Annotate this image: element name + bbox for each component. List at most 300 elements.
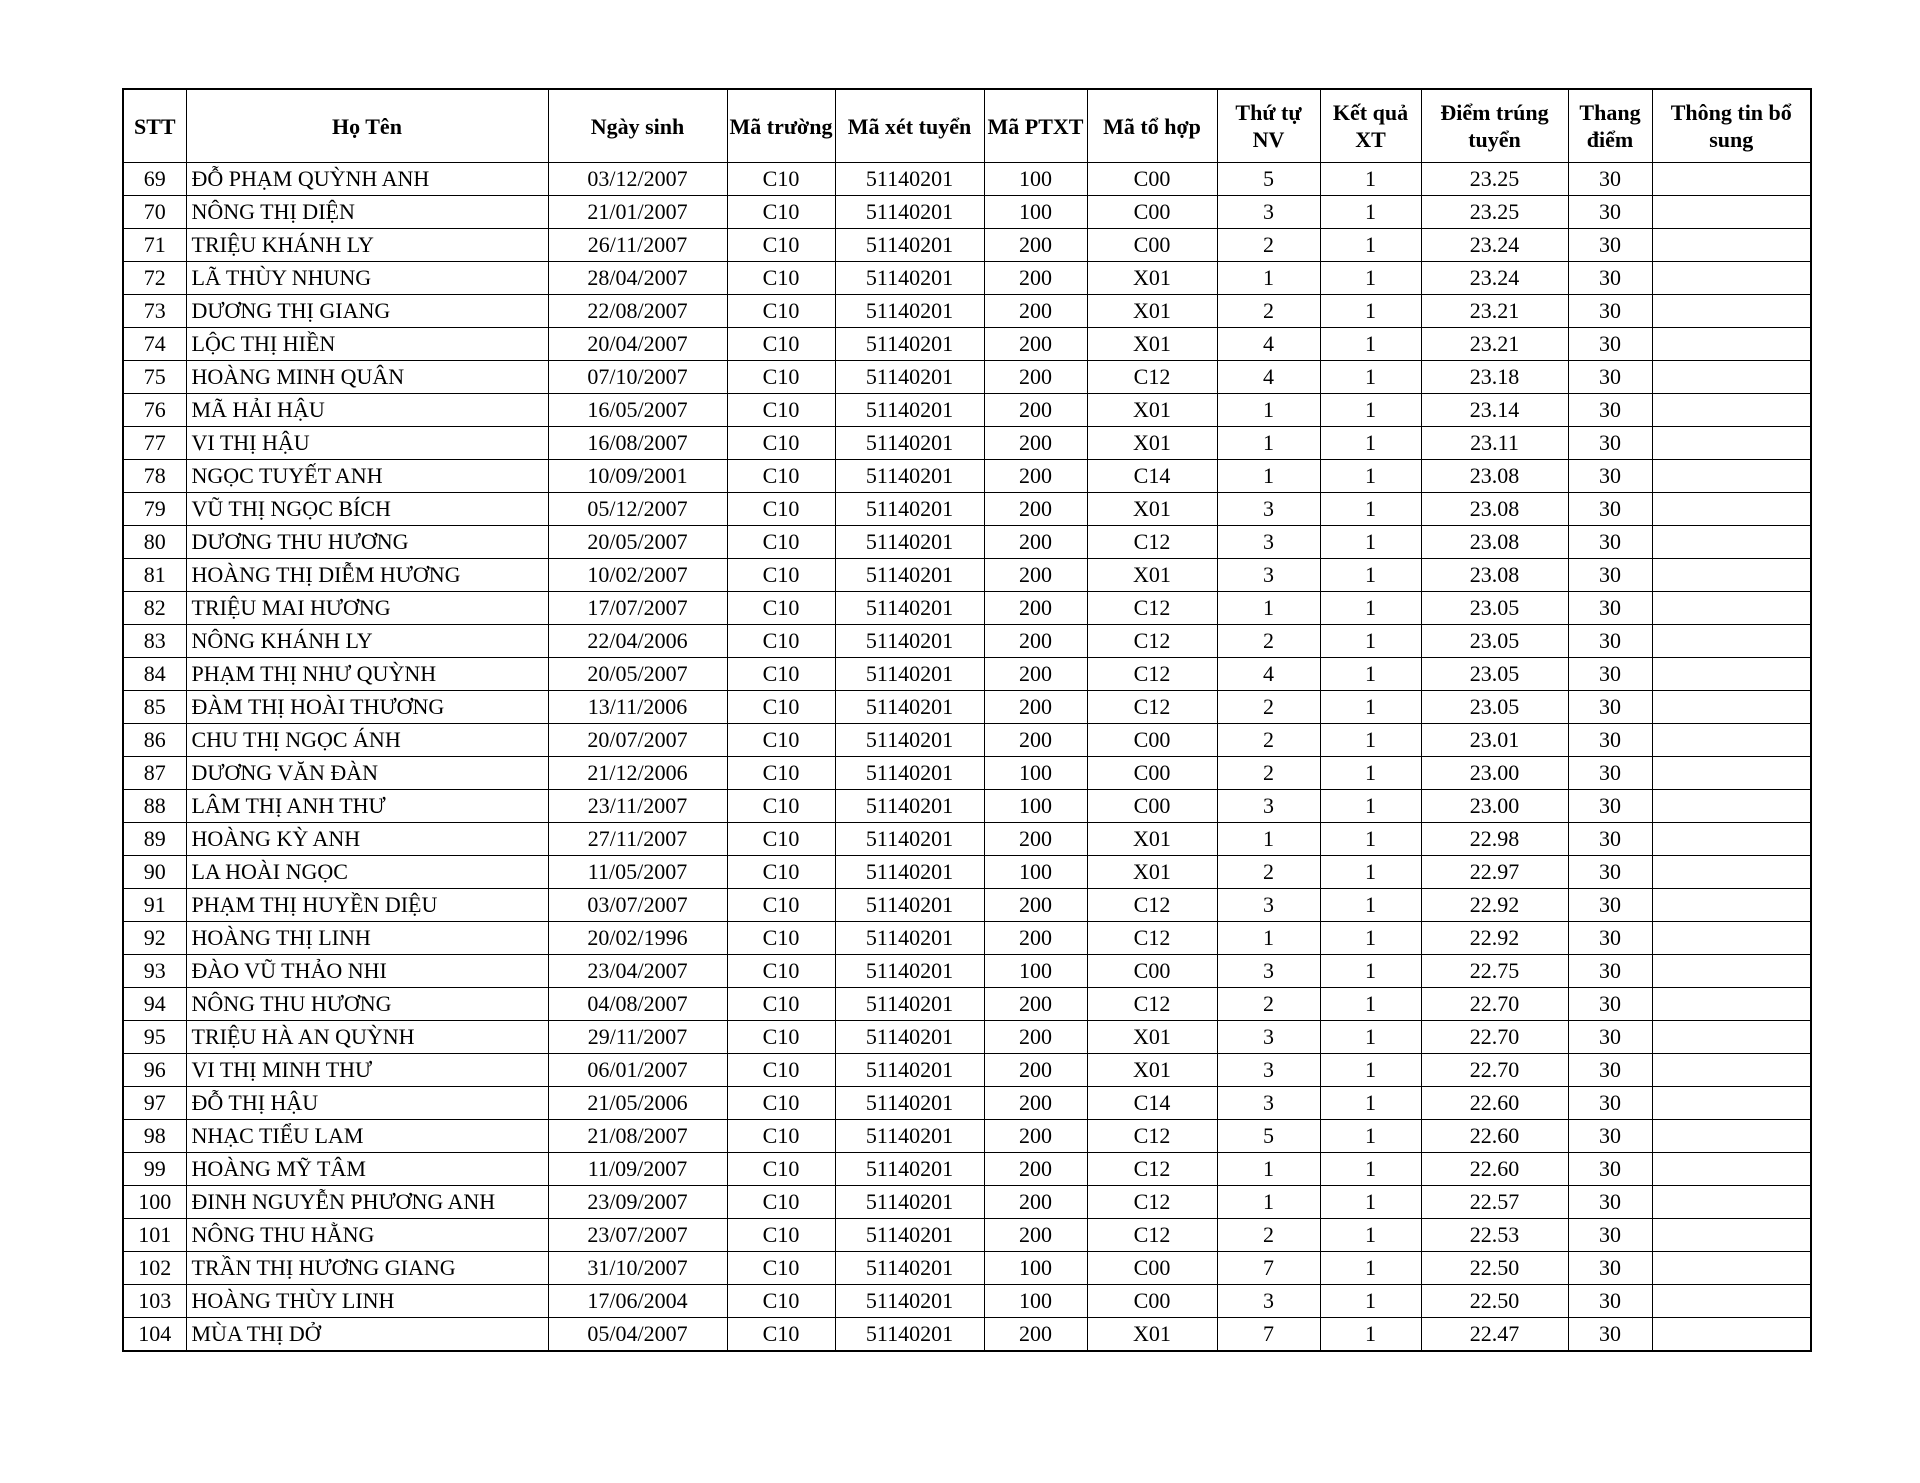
cell-score: 23.00 — [1421, 757, 1568, 790]
cell-note — [1652, 1252, 1811, 1285]
cell-school: C10 — [727, 856, 835, 889]
cell-school: C10 — [727, 592, 835, 625]
cell-result: 1 — [1320, 1318, 1421, 1352]
cell-note — [1652, 1120, 1811, 1153]
table-row — [123, 460, 1811, 493]
column-header-code: Mã xét tuyển — [835, 89, 984, 163]
cell-ptxt: 200 — [984, 493, 1087, 526]
cell-nv: 3 — [1217, 889, 1320, 922]
cell-combo: C00 — [1087, 955, 1217, 988]
column-header-score: Điểm trúng tuyển — [1421, 89, 1568, 163]
table-row — [123, 163, 1811, 196]
cell-score: 23.05 — [1421, 691, 1568, 724]
cell-code: 51140201 — [835, 163, 984, 196]
table-row — [123, 427, 1811, 460]
cell-scale: 30 — [1568, 1186, 1652, 1219]
cell-score: 23.08 — [1421, 559, 1568, 592]
cell-stt: 85 — [123, 691, 186, 724]
cell-result: 1 — [1320, 691, 1421, 724]
cell-nv: 2 — [1217, 625, 1320, 658]
cell-result: 1 — [1320, 955, 1421, 988]
table-row — [123, 1285, 1811, 1318]
cell-school: C10 — [727, 625, 835, 658]
table-row — [123, 988, 1811, 1021]
cell-name: PHẠM THỊ HUYỀN DIỆU — [186, 889, 548, 922]
cell-scale: 30 — [1568, 790, 1652, 823]
table-row — [123, 394, 1811, 427]
cell-score: 23.18 — [1421, 361, 1568, 394]
cell-combo: X01 — [1087, 1054, 1217, 1087]
cell-score: 22.97 — [1421, 856, 1568, 889]
cell-combo: C00 — [1087, 724, 1217, 757]
cell-code: 51140201 — [835, 658, 984, 691]
cell-stt: 75 — [123, 361, 186, 394]
cell-name: NÔNG KHÁNH LY — [186, 625, 548, 658]
cell-scale: 30 — [1568, 724, 1652, 757]
cell-scale: 30 — [1568, 988, 1652, 1021]
admission-results-table — [122, 88, 1812, 1352]
cell-stt: 77 — [123, 427, 186, 460]
cell-ptxt: 200 — [984, 1186, 1087, 1219]
cell-score: 23.08 — [1421, 493, 1568, 526]
cell-ptxt: 200 — [984, 262, 1087, 295]
cell-code: 51140201 — [835, 691, 984, 724]
cell-nv: 3 — [1217, 196, 1320, 229]
cell-dob: 03/12/2007 — [548, 163, 727, 196]
cell-scale: 30 — [1568, 592, 1652, 625]
cell-nv: 1 — [1217, 427, 1320, 460]
cell-school: C10 — [727, 163, 835, 196]
cell-name: MÙA THỊ DỞ — [186, 1318, 548, 1352]
cell-ptxt: 200 — [984, 823, 1087, 856]
cell-school: C10 — [727, 394, 835, 427]
cell-stt: 83 — [123, 625, 186, 658]
cell-scale: 30 — [1568, 1252, 1652, 1285]
table-row — [123, 196, 1811, 229]
cell-combo: C12 — [1087, 889, 1217, 922]
cell-ptxt: 200 — [984, 427, 1087, 460]
cell-combo: X01 — [1087, 1318, 1217, 1352]
cell-name: HOÀNG KỲ ANH — [186, 823, 548, 856]
cell-note — [1652, 328, 1811, 361]
cell-dob: 16/08/2007 — [548, 427, 727, 460]
cell-school: C10 — [727, 361, 835, 394]
table-row — [123, 1054, 1811, 1087]
cell-code: 51140201 — [835, 757, 984, 790]
cell-dob: 05/12/2007 — [548, 493, 727, 526]
cell-ptxt: 200 — [984, 922, 1087, 955]
cell-ptxt: 100 — [984, 790, 1087, 823]
cell-stt: 72 — [123, 262, 186, 295]
cell-name: DƯƠNG THỊ GIANG — [186, 295, 548, 328]
cell-result: 1 — [1320, 526, 1421, 559]
cell-dob: 28/04/2007 — [548, 262, 727, 295]
cell-school: C10 — [727, 1252, 835, 1285]
cell-name: ĐÀO VŨ THẢO NHI — [186, 955, 548, 988]
cell-stt: 97 — [123, 1087, 186, 1120]
cell-ptxt: 200 — [984, 229, 1087, 262]
cell-result: 1 — [1320, 1153, 1421, 1186]
cell-result: 1 — [1320, 790, 1421, 823]
cell-ptxt: 100 — [984, 163, 1087, 196]
cell-result: 1 — [1320, 889, 1421, 922]
cell-result: 1 — [1320, 1087, 1421, 1120]
cell-dob: 07/10/2007 — [548, 361, 727, 394]
cell-school: C10 — [727, 295, 835, 328]
cell-ptxt: 200 — [984, 460, 1087, 493]
cell-result: 1 — [1320, 1054, 1421, 1087]
cell-stt: 98 — [123, 1120, 186, 1153]
cell-stt: 103 — [123, 1285, 186, 1318]
cell-dob: 20/04/2007 — [548, 328, 727, 361]
cell-scale: 30 — [1568, 856, 1652, 889]
cell-code: 51140201 — [835, 262, 984, 295]
table-row — [123, 823, 1811, 856]
cell-name: LÂM THỊ ANH THƯ — [186, 790, 548, 823]
cell-ptxt: 200 — [984, 1120, 1087, 1153]
cell-score: 23.25 — [1421, 163, 1568, 196]
cell-ptxt: 200 — [984, 394, 1087, 427]
cell-stt: 86 — [123, 724, 186, 757]
table-row — [123, 592, 1811, 625]
cell-stt: 94 — [123, 988, 186, 1021]
cell-name: HOÀNG MINH QUÂN — [186, 361, 548, 394]
cell-note — [1652, 922, 1811, 955]
cell-code: 51140201 — [835, 394, 984, 427]
cell-code: 51140201 — [835, 1285, 984, 1318]
cell-score: 22.53 — [1421, 1219, 1568, 1252]
cell-nv: 3 — [1217, 790, 1320, 823]
cell-dob: 26/11/2007 — [548, 229, 727, 262]
cell-combo: C12 — [1087, 988, 1217, 1021]
table-row — [123, 691, 1811, 724]
cell-nv: 3 — [1217, 493, 1320, 526]
column-header-scale: Thang điểm — [1568, 89, 1652, 163]
cell-stt: 73 — [123, 295, 186, 328]
cell-stt: 104 — [123, 1318, 186, 1352]
cell-stt: 99 — [123, 1153, 186, 1186]
cell-nv: 1 — [1217, 592, 1320, 625]
cell-school: C10 — [727, 724, 835, 757]
cell-nv: 3 — [1217, 955, 1320, 988]
cell-ptxt: 200 — [984, 658, 1087, 691]
cell-note — [1652, 889, 1811, 922]
table-row — [123, 724, 1811, 757]
cell-dob: 21/05/2006 — [548, 1087, 727, 1120]
cell-ptxt: 200 — [984, 1318, 1087, 1352]
cell-note — [1652, 1054, 1811, 1087]
cell-score: 22.70 — [1421, 1054, 1568, 1087]
cell-combo: C12 — [1087, 1219, 1217, 1252]
cell-dob: 17/06/2004 — [548, 1285, 727, 1318]
cell-stt: 87 — [123, 757, 186, 790]
cell-scale: 30 — [1568, 922, 1652, 955]
cell-combo: X01 — [1087, 328, 1217, 361]
cell-name: MÃ HẢI HẬU — [186, 394, 548, 427]
cell-note — [1652, 295, 1811, 328]
cell-combo: X01 — [1087, 493, 1217, 526]
cell-school: C10 — [727, 493, 835, 526]
cell-name: HOÀNG THỊ LINH — [186, 922, 548, 955]
cell-score: 23.11 — [1421, 427, 1568, 460]
cell-note — [1652, 691, 1811, 724]
cell-stt: 88 — [123, 790, 186, 823]
cell-name: ĐỖ PHẠM QUỲNH ANH — [186, 163, 548, 196]
cell-stt: 76 — [123, 394, 186, 427]
cell-result: 1 — [1320, 856, 1421, 889]
cell-code: 51140201 — [835, 196, 984, 229]
cell-scale: 30 — [1568, 1087, 1652, 1120]
cell-ptxt: 200 — [984, 1021, 1087, 1054]
cell-combo: C12 — [1087, 922, 1217, 955]
cell-nv: 5 — [1217, 163, 1320, 196]
cell-score: 22.50 — [1421, 1252, 1568, 1285]
cell-ptxt: 200 — [984, 1219, 1087, 1252]
cell-combo: C12 — [1087, 526, 1217, 559]
cell-name: DƯƠNG VĂN ĐÀN — [186, 757, 548, 790]
cell-combo: C12 — [1087, 1120, 1217, 1153]
table-body — [123, 163, 1811, 1352]
cell-note — [1652, 988, 1811, 1021]
cell-combo: C12 — [1087, 658, 1217, 691]
cell-result: 1 — [1320, 658, 1421, 691]
cell-result: 1 — [1320, 394, 1421, 427]
table-row — [123, 328, 1811, 361]
cell-name: LA HOÀI NGỌC — [186, 856, 548, 889]
cell-note — [1652, 163, 1811, 196]
cell-combo: X01 — [1087, 295, 1217, 328]
cell-stt: 96 — [123, 1054, 186, 1087]
cell-stt: 79 — [123, 493, 186, 526]
cell-ptxt: 200 — [984, 295, 1087, 328]
cell-ptxt: 200 — [984, 724, 1087, 757]
cell-stt: 82 — [123, 592, 186, 625]
cell-school: C10 — [727, 1219, 835, 1252]
cell-result: 1 — [1320, 1252, 1421, 1285]
cell-nv: 4 — [1217, 658, 1320, 691]
table-header-row — [123, 89, 1811, 163]
cell-dob: 27/11/2007 — [548, 823, 727, 856]
table-row — [123, 559, 1811, 592]
cell-combo: C00 — [1087, 1252, 1217, 1285]
cell-ptxt: 100 — [984, 757, 1087, 790]
cell-scale: 30 — [1568, 328, 1652, 361]
cell-nv: 2 — [1217, 724, 1320, 757]
cell-dob: 11/09/2007 — [548, 1153, 727, 1186]
cell-scale: 30 — [1568, 889, 1652, 922]
cell-score: 22.92 — [1421, 922, 1568, 955]
cell-code: 51140201 — [835, 889, 984, 922]
cell-school: C10 — [727, 790, 835, 823]
cell-scale: 30 — [1568, 295, 1652, 328]
cell-result: 1 — [1320, 361, 1421, 394]
cell-school: C10 — [727, 889, 835, 922]
cell-combo: C00 — [1087, 163, 1217, 196]
table-row — [123, 1153, 1811, 1186]
cell-stt: 90 — [123, 856, 186, 889]
cell-result: 1 — [1320, 724, 1421, 757]
cell-code: 51140201 — [835, 427, 984, 460]
cell-ptxt: 200 — [984, 592, 1087, 625]
cell-name: HOÀNG MỸ TÂM — [186, 1153, 548, 1186]
cell-result: 1 — [1320, 757, 1421, 790]
cell-name: DƯƠNG THU HƯƠNG — [186, 526, 548, 559]
cell-code: 51140201 — [835, 1252, 984, 1285]
cell-dob: 10/02/2007 — [548, 559, 727, 592]
cell-name: TRIỆU MAI HƯƠNG — [186, 592, 548, 625]
cell-combo: X01 — [1087, 427, 1217, 460]
cell-result: 1 — [1320, 1219, 1421, 1252]
cell-school: C10 — [727, 1318, 835, 1352]
cell-stt: 92 — [123, 922, 186, 955]
cell-name: ĐÀM THỊ HOÀI THƯƠNG — [186, 691, 548, 724]
table-row — [123, 955, 1811, 988]
cell-name: NÔNG THU HƯƠNG — [186, 988, 548, 1021]
cell-code: 51140201 — [835, 724, 984, 757]
cell-note — [1652, 1153, 1811, 1186]
cell-school: C10 — [727, 1186, 835, 1219]
cell-school: C10 — [727, 460, 835, 493]
cell-ptxt: 200 — [984, 1054, 1087, 1087]
cell-ptxt: 200 — [984, 328, 1087, 361]
cell-scale: 30 — [1568, 163, 1652, 196]
cell-scale: 30 — [1568, 1054, 1652, 1087]
cell-stt: 74 — [123, 328, 186, 361]
table-row — [123, 229, 1811, 262]
cell-nv: 5 — [1217, 1120, 1320, 1153]
cell-scale: 30 — [1568, 229, 1652, 262]
cell-score: 22.60 — [1421, 1120, 1568, 1153]
cell-code: 51140201 — [835, 526, 984, 559]
cell-note — [1652, 262, 1811, 295]
cell-ptxt: 200 — [984, 1087, 1087, 1120]
cell-name: CHU THỊ NGỌC ÁNH — [186, 724, 548, 757]
cell-score: 23.00 — [1421, 790, 1568, 823]
cell-result: 1 — [1320, 262, 1421, 295]
column-header-school: Mã trường — [727, 89, 835, 163]
cell-name: PHẠM THỊ NHƯ QUỲNH — [186, 658, 548, 691]
cell-score: 22.92 — [1421, 889, 1568, 922]
cell-score: 23.21 — [1421, 295, 1568, 328]
cell-result: 1 — [1320, 1186, 1421, 1219]
column-header-stt: STT — [123, 89, 186, 163]
cell-score: 23.08 — [1421, 526, 1568, 559]
cell-nv: 3 — [1217, 1087, 1320, 1120]
cell-name: VI THỊ MINH THƯ — [186, 1054, 548, 1087]
cell-ptxt: 200 — [984, 559, 1087, 592]
cell-result: 1 — [1320, 1021, 1421, 1054]
cell-note — [1652, 229, 1811, 262]
table-row — [123, 889, 1811, 922]
cell-note — [1652, 790, 1811, 823]
table-row — [123, 856, 1811, 889]
column-header-result: Kết quả XT — [1320, 89, 1421, 163]
cell-note — [1652, 955, 1811, 988]
cell-dob: 23/11/2007 — [548, 790, 727, 823]
cell-dob: 03/07/2007 — [548, 889, 727, 922]
cell-school: C10 — [727, 526, 835, 559]
cell-score: 22.47 — [1421, 1318, 1568, 1352]
cell-name: VŨ THỊ NGỌC BÍCH — [186, 493, 548, 526]
cell-nv: 3 — [1217, 1285, 1320, 1318]
cell-score: 23.08 — [1421, 460, 1568, 493]
cell-name: TRIỆU KHÁNH LY — [186, 229, 548, 262]
cell-school: C10 — [727, 1087, 835, 1120]
cell-stt: 69 — [123, 163, 186, 196]
cell-dob: 31/10/2007 — [548, 1252, 727, 1285]
cell-score: 23.14 — [1421, 394, 1568, 427]
cell-note — [1652, 592, 1811, 625]
cell-school: C10 — [727, 1021, 835, 1054]
cell-nv: 4 — [1217, 361, 1320, 394]
cell-combo: C12 — [1087, 1186, 1217, 1219]
cell-result: 1 — [1320, 559, 1421, 592]
cell-school: C10 — [727, 1153, 835, 1186]
cell-code: 51140201 — [835, 1318, 984, 1352]
cell-school: C10 — [727, 1285, 835, 1318]
cell-nv: 3 — [1217, 1021, 1320, 1054]
cell-scale: 30 — [1568, 559, 1652, 592]
cell-nv: 7 — [1217, 1252, 1320, 1285]
cell-dob: 23/07/2007 — [548, 1219, 727, 1252]
cell-dob: 21/12/2006 — [548, 757, 727, 790]
cell-score: 22.70 — [1421, 1021, 1568, 1054]
cell-combo: X01 — [1087, 856, 1217, 889]
cell-ptxt: 200 — [984, 526, 1087, 559]
cell-score: 22.60 — [1421, 1087, 1568, 1120]
cell-code: 51140201 — [835, 955, 984, 988]
cell-code: 51140201 — [835, 229, 984, 262]
cell-dob: 13/11/2006 — [548, 691, 727, 724]
cell-code: 51140201 — [835, 922, 984, 955]
cell-ptxt: 100 — [984, 1285, 1087, 1318]
cell-stt: 89 — [123, 823, 186, 856]
cell-score: 23.05 — [1421, 625, 1568, 658]
table-row — [123, 262, 1811, 295]
cell-name: HOÀNG THỊ DIỄM HƯƠNG — [186, 559, 548, 592]
cell-code: 51140201 — [835, 328, 984, 361]
cell-dob: 05/04/2007 — [548, 1318, 727, 1352]
column-header-name: Họ Tên — [186, 89, 548, 163]
cell-stt: 102 — [123, 1252, 186, 1285]
table-row — [123, 1087, 1811, 1120]
cell-scale: 30 — [1568, 394, 1652, 427]
cell-ptxt: 100 — [984, 196, 1087, 229]
cell-nv: 3 — [1217, 1054, 1320, 1087]
column-header-nv: Thứ tự NV — [1217, 89, 1320, 163]
cell-note — [1652, 394, 1811, 427]
cell-score: 22.98 — [1421, 823, 1568, 856]
cell-dob: 20/07/2007 — [548, 724, 727, 757]
cell-combo: C00 — [1087, 757, 1217, 790]
cell-school: C10 — [727, 427, 835, 460]
cell-result: 1 — [1320, 823, 1421, 856]
cell-scale: 30 — [1568, 823, 1652, 856]
table-row — [123, 625, 1811, 658]
cell-result: 1 — [1320, 328, 1421, 361]
cell-nv: 3 — [1217, 559, 1320, 592]
cell-ptxt: 200 — [984, 361, 1087, 394]
cell-school: C10 — [727, 559, 835, 592]
cell-code: 51140201 — [835, 625, 984, 658]
cell-score: 23.05 — [1421, 592, 1568, 625]
cell-code: 51140201 — [835, 1087, 984, 1120]
cell-name: ĐỖ THỊ HẬU — [186, 1087, 548, 1120]
cell-dob: 23/09/2007 — [548, 1186, 727, 1219]
cell-note — [1652, 1087, 1811, 1120]
cell-note — [1652, 1285, 1811, 1318]
cell-nv: 2 — [1217, 856, 1320, 889]
